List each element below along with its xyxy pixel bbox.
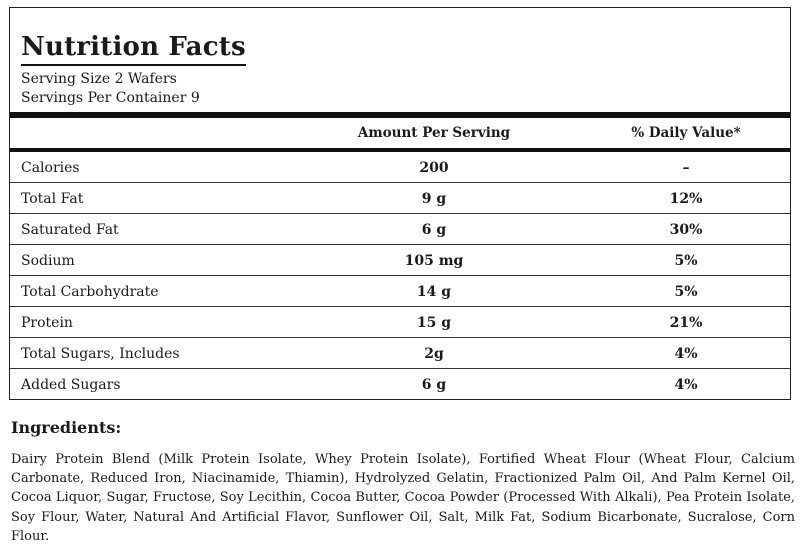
nutrient-amount: 200 (419, 160, 449, 176)
nutrient-amount: 6 g (421, 222, 447, 238)
table-row (10, 214, 790, 245)
nutrient-name: Sodium (21, 253, 75, 269)
serving-size: Serving Size 2 Wafers (21, 71, 177, 87)
table-row (10, 276, 790, 307)
nutrient-name: Added Sugars (21, 377, 121, 393)
ingredients-text: Dairy Protein Blend (Milk Protein Isolate, Whey Protein Isolate), Fortified Wheat Flour (Wheat Flour, Calcium Carbonate, Reduced Iron, Niacinamide, Thiamin), Hydrolyzed Gelatin, Fractionized Palm Oil, And Palm Kernel Oil, Cocoa Liquor, Sugar, Fructose, Soy Lecithin, Cocoa Butter, Cocoa Powder (Processed With Alkali), Pea Protein Isolate, Soy Flour, Water, Natural And Artificial Flavor, Sunflower Oil, Salt, Milk Fat, Sodium Bicarbonate, Sucralose, Corn Flour. (11, 452, 795, 544)
nutrient-name: Total Fat (21, 191, 84, 207)
nutrient-amount: 14 g (416, 284, 452, 300)
nutrient-daily-value: 30% (669, 222, 703, 238)
nutrient-daily-value: 12% (669, 191, 703, 207)
nutrition-facts-title: Nutrition Facts (21, 30, 246, 66)
table-row (10, 152, 790, 183)
table-row (10, 369, 790, 400)
nutrient-daily-value: 5% (674, 284, 698, 300)
nutrient-daily-value: – (682, 160, 690, 176)
nutrient-table (10, 152, 790, 400)
table-row (10, 307, 790, 338)
nutrient-amount: 6 g (421, 377, 447, 393)
nutrient-daily-value: 5% (674, 253, 698, 269)
nutrient-name: Total Carbohydrate (21, 284, 159, 300)
nutrient-amount: 15 g (416, 315, 452, 331)
table-header (10, 118, 790, 148)
nutrition-facts-panel (9, 7, 791, 400)
nutrient-name: Protein (21, 315, 73, 331)
nutrient-daily-value: 4% (674, 377, 698, 393)
nutrient-amount: 9 g (421, 191, 447, 207)
nutrient-daily-value: 21% (669, 315, 703, 331)
table-row (10, 338, 790, 369)
header-daily-value: % Daily Value* (631, 125, 741, 141)
nutrient-name: Saturated Fat (21, 222, 119, 238)
nutrient-amount: 2g (424, 346, 444, 362)
nutrient-name: Total Sugars, Includes (21, 346, 180, 362)
ingredients-heading: Ingredients: (11, 418, 122, 437)
nutrient-name: Calories (21, 160, 80, 176)
nutrient-amount: 105 mg (404, 253, 464, 269)
header-amount: Amount Per Serving (357, 125, 511, 141)
servings-per-container: Servings Per Container 9 (21, 90, 200, 106)
table-row (10, 183, 790, 214)
nutrient-daily-value: 4% (674, 346, 698, 362)
table-row (10, 245, 790, 276)
